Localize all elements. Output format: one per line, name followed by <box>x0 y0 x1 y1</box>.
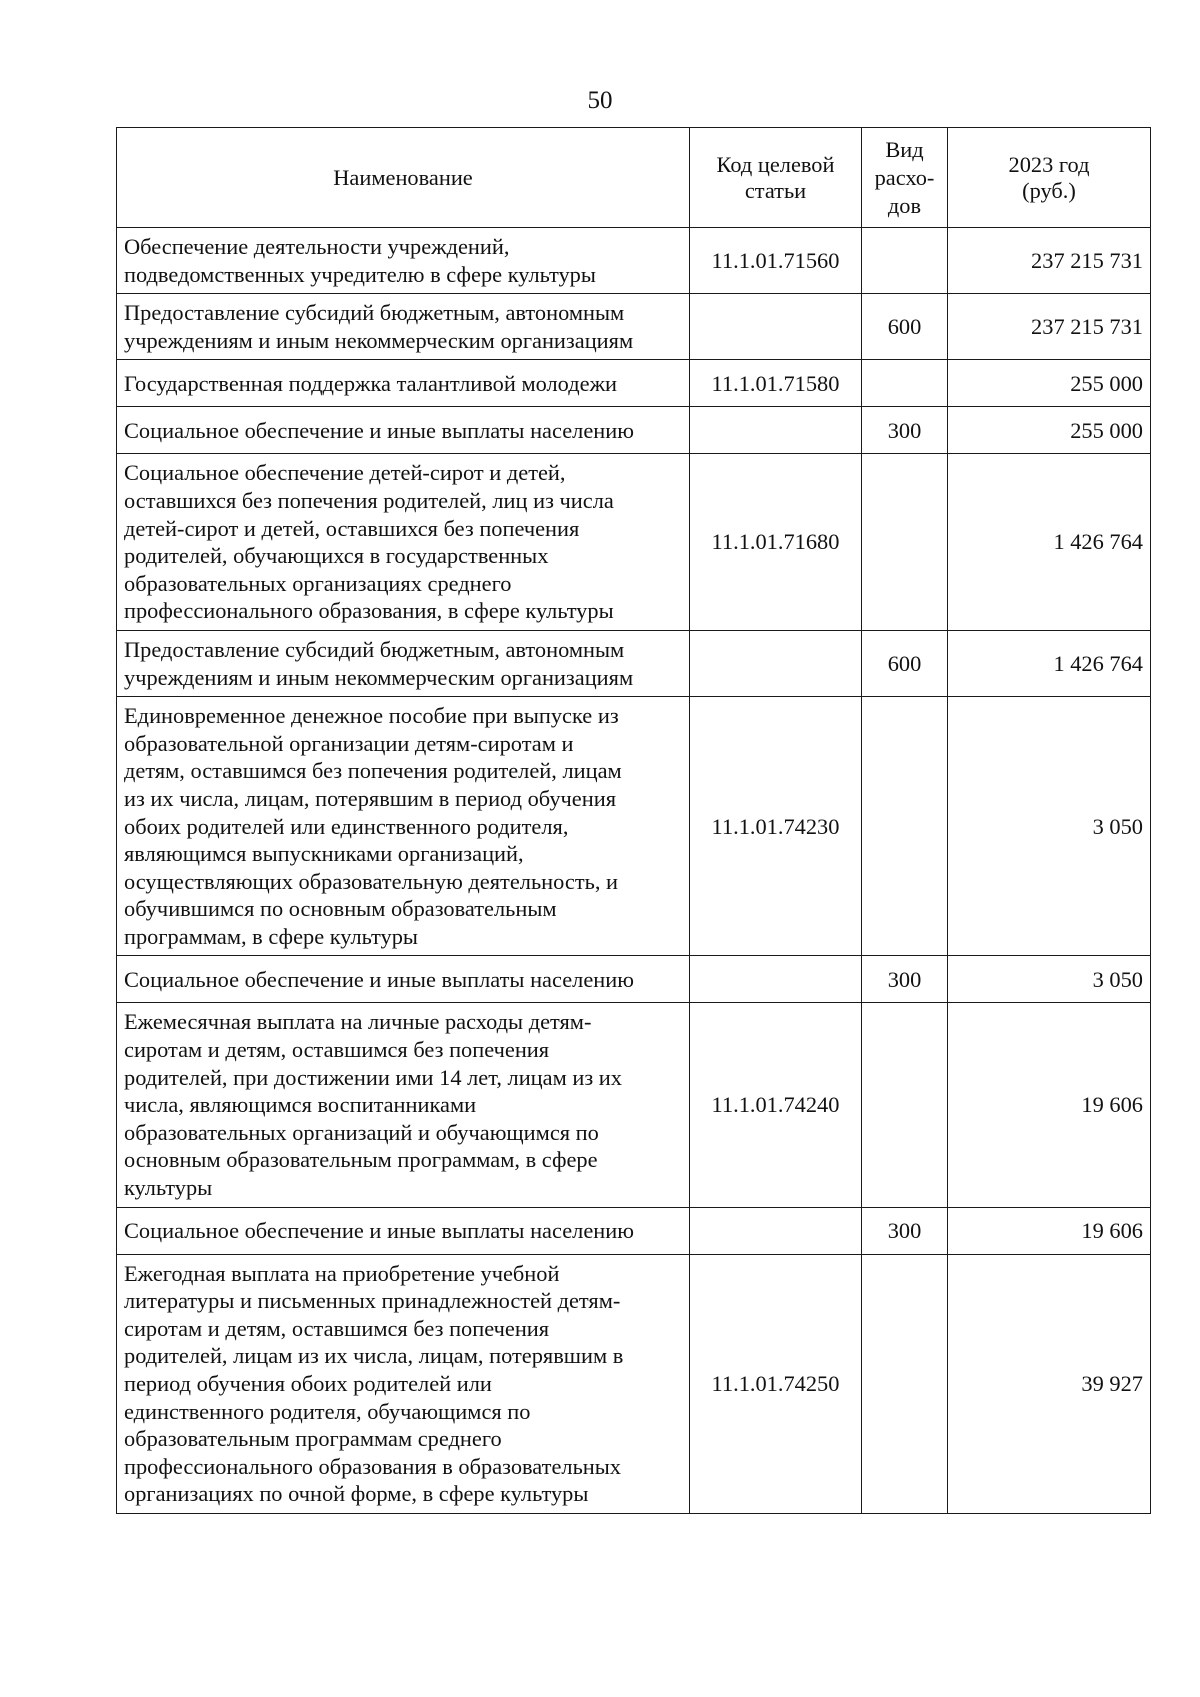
page-number: 50 <box>587 87 613 114</box>
row-target-code: 11.1.01.71560 <box>690 228 862 294</box>
row-amount: 39 927 <box>948 1254 1151 1513</box>
table-row <box>117 1003 1151 1207</box>
row-amount: 255 000 <box>948 407 1151 454</box>
row-amount: 3 050 <box>948 697 1151 956</box>
table-row <box>117 228 1151 294</box>
table-row <box>117 294 1151 360</box>
header-expense-kind: Вид расхо- дов <box>862 128 948 228</box>
row-name: Предоставление субсидий бюджетным, автономным учреждениям и иным некоммерческим организациям <box>117 294 690 360</box>
table-row <box>117 697 1151 956</box>
row-target-code <box>690 407 862 454</box>
row-target-code <box>690 294 862 360</box>
row-expense-kind <box>862 360 948 407</box>
row-target-code: 11.1.01.74240 <box>690 1003 862 1207</box>
row-expense-kind: 300 <box>862 407 948 454</box>
table-row <box>117 956 1151 1003</box>
row-name: Социальное обеспечение и иные выплаты населению <box>117 956 690 1003</box>
row-name: Социальное обеспечение и иные выплаты населению <box>117 1207 690 1254</box>
row-amount: 19 606 <box>948 1003 1151 1207</box>
row-target-code: 11.1.01.71680 <box>690 454 862 631</box>
table-header-row <box>117 128 1151 228</box>
table-row <box>117 454 1151 631</box>
row-name: Единовременное денежное пособие при выпуске из образовательной организации детям-сиротам и детям, оставшимся без попечения родителей, лицам из их числа, лицам, потерявшим в период обучения обоих родителей или единственного родителя, являющимся выпускниками организаций, осуществляющих образовательную деятельность, и обучившимся по основным образовательным программам, в сфере культуры <box>117 697 690 956</box>
row-target-code: 11.1.01.74230 <box>690 697 862 956</box>
row-expense-kind: 600 <box>862 294 948 360</box>
row-name: Социальное обеспечение детей-сирот и детей, оставшихся без попечения родителей, лиц из числа детей-сирот и детей, оставшихся без попечения родителей, обучающихся в государственных образовательных организациях среднего профессионального образования, в сфере культуры <box>117 454 690 631</box>
row-expense-kind: 600 <box>862 630 948 696</box>
row-target-code <box>690 1207 862 1254</box>
row-name: Государственная поддержка талантливой молодежи <box>117 360 690 407</box>
header-year-amount: 2023 год (руб.) <box>948 128 1151 228</box>
row-target-code: 11.1.01.74250 <box>690 1254 862 1513</box>
table-row <box>117 407 1151 454</box>
row-expense-kind <box>862 1254 948 1513</box>
row-expense-kind <box>862 228 948 294</box>
header-name: Наименование <box>117 128 690 228</box>
row-expense-kind: 300 <box>862 1207 948 1254</box>
row-amount: 255 000 <box>948 360 1151 407</box>
table-row <box>117 630 1151 696</box>
row-name: Обеспечение деятельности учреждений, подведомственных учредителю в сфере культуры <box>117 228 690 294</box>
table-row <box>117 1254 1151 1513</box>
row-target-code <box>690 956 862 1003</box>
row-name: Ежегодная выплата на приобретение учебной литературы и письменных принадлежностей детям- сиротам и детям, оставшимся без попечения родителей, лицам из их числа, лицам, потерявшим в период обучения обоих родителей или единственного родителя, обучающимся по образовательным программам среднего профессионального образования в образовательных организациях по очной форме, в сфере культуры <box>117 1254 690 1513</box>
row-target-code <box>690 630 862 696</box>
row-amount: 237 215 731 <box>948 294 1151 360</box>
table-row <box>117 1207 1151 1254</box>
row-target-code: 11.1.01.71580 <box>690 360 862 407</box>
row-amount: 237 215 731 <box>948 228 1151 294</box>
header-target-code: Код целевой статьи <box>690 128 862 228</box>
row-amount: 19 606 <box>948 1207 1151 1254</box>
table-row <box>117 360 1151 407</box>
row-expense-kind <box>862 1003 948 1207</box>
row-expense-kind <box>862 697 948 956</box>
budget-table <box>116 127 1151 1514</box>
row-amount: 1 426 764 <box>948 630 1151 696</box>
row-name: Социальное обеспечение и иные выплаты населению <box>117 407 690 454</box>
row-expense-kind: 300 <box>862 956 948 1003</box>
row-amount: 1 426 764 <box>948 454 1151 631</box>
table-body <box>117 228 1151 1514</box>
row-name: Ежемесячная выплата на личные расходы детям- сиротам и детям, оставшимся без попечения родителей, при достижении ими 14 лет, лицам из их числа, являющимся воспитанниками образовательных организаций и обучающимся по основным образовательным программам, в сфере культуры <box>117 1003 690 1207</box>
row-amount: 3 050 <box>948 956 1151 1003</box>
row-expense-kind <box>862 454 948 631</box>
row-name: Предоставление субсидий бюджетным, автономным учреждениям и иным некоммерческим организациям <box>117 630 690 696</box>
